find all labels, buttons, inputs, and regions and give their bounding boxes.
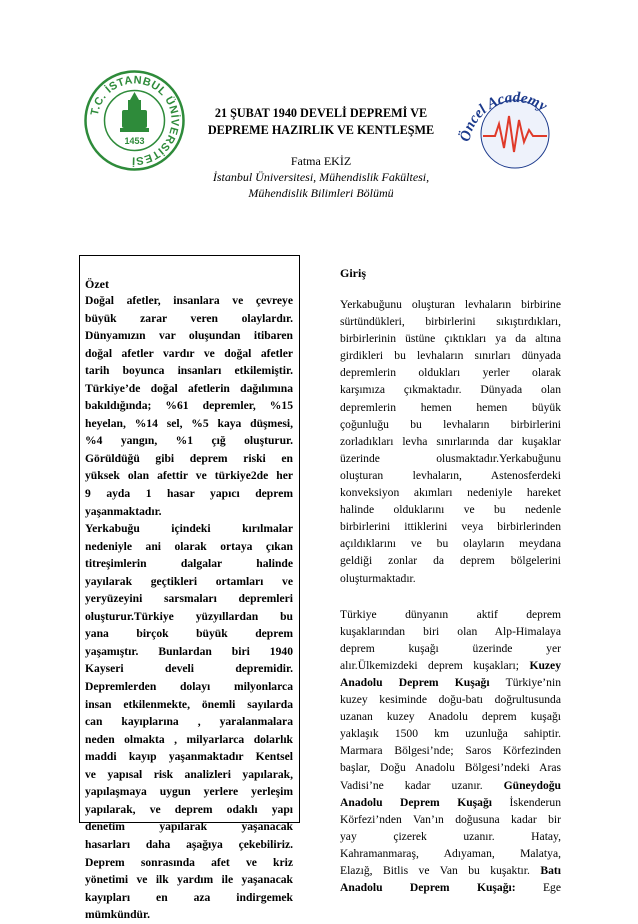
abstract-body [85, 292, 293, 924]
text-line: oluşturan levhaların, Astenosferdeki [340, 468, 561, 482]
text-line: Görüldüğü gibi deprem riski en [85, 451, 293, 465]
text-line: geldiği zonlar da deprem bölgelerini [340, 554, 561, 568]
text-line: tarih boyunca insanları etkilemiştir. [85, 364, 293, 378]
text-line: büyük zarar veren olaylardır. [85, 311, 293, 325]
text-line: Kayseri develi depremidir. [85, 662, 293, 676]
text-line: doğal afetler vardır ve doğal afetler [85, 346, 293, 360]
text-line: yana birçok büyük deprem [85, 627, 293, 641]
p2-line: Körfezi’nden Van’ın doğusuna kadar bir [340, 812, 561, 826]
p2-line: uzanan kuzey Anadolu deprem kuşağı [340, 710, 561, 724]
text-line: çoğunluğu bu levhaların birbirlerini [340, 417, 561, 431]
seal-ring-text: T.C. İSTANBUL ÜNİVERSİTESİ [88, 74, 181, 167]
text-line: Yerkabuğunu oluşturan levhaların birbirine [340, 298, 561, 311]
text-line: ve yapısal risk analizleri yapılarak, [85, 767, 293, 781]
text-line: neden olmakta , milyarlarca dolarlık [85, 732, 293, 746]
p2-line: Türkiye dünyanın aktif deprem [340, 607, 561, 621]
p2-line: Anadolu Deprem Kuşağı İskenderun [340, 795, 561, 809]
text-line: nedeniyle ani olarak ortaya çıkan [85, 539, 293, 553]
text-line: yaşanmaktadır. [85, 504, 162, 518]
p2-line: başlar, Doğu Anadolu Bölgesi’ndeki Aras [340, 761, 561, 775]
p2-line: Vadisi’ne kadar uzanır. Güneydoğu [340, 778, 561, 792]
p2-line: deprem kuşağı üzerinde yer [340, 641, 561, 655]
oncel-academy-logo [457, 76, 573, 176]
bati-anadolu-bold: Anadolu Deprem Kuşağı: [340, 881, 516, 895]
text-line: girdikleri bu levhaların sınırları dünyada [340, 349, 561, 363]
text-line: insan etkilenmekte, önemli sayılarda [85, 697, 293, 711]
kuzey-bold: Kuzey [529, 658, 561, 672]
text-line: yapılaşmaya uygun yerlere yerleşim [85, 785, 293, 799]
text-line: mümkündür. [85, 908, 150, 922]
text-line: depremlerin hemen hemen büyük [340, 400, 561, 414]
text-line: yeryüzeyini sarsmaları depremleri [85, 592, 293, 606]
text-line: Dünyamızın var oluşundan itibaren [85, 329, 293, 343]
text-line: %4 yangın, %1 çığ oluşturur. [85, 434, 293, 448]
p2-line: alır.Ülkemizdeki deprem kuşakları; Kuzey [340, 658, 561, 672]
text-line: Türkiye’de doğal afetlerin dağılımına [85, 381, 293, 395]
text-line: 9 ayda 1 hasar yapıcı deprem [85, 487, 293, 501]
text-line: birbirlerini ittiklerini veya birbirlerinden [340, 520, 561, 534]
affiliation-line-1: İstanbul Üniversitesi, Mühendislik Fakültesi, [212, 170, 430, 184]
introduction-heading: Giriş [340, 266, 366, 280]
introduction-paragraph-1 [340, 296, 561, 587]
text-line: oluşturmaktadır. [340, 571, 416, 585]
author-name: Fatma EKİZ [290, 154, 352, 168]
introduction-column [340, 265, 561, 896]
text-line: Doğal afetler, insanlara ve çevreye [85, 294, 293, 307]
text-line: oluşturur.Türkiye yüzyıllardan bu [85, 609, 293, 623]
text-line: yaşamıştır. Bunlardan biri 1940 [85, 644, 293, 658]
text-line: yapılarak, ve deprem odaklı yapı [85, 802, 293, 816]
text-line: denetim yapılarak yaşanacak [85, 820, 293, 834]
text-line: karşımıza çıkmaktadır. Dünyada olan [340, 383, 561, 397]
abstract-heading: Özet [85, 277, 109, 291]
text-line: Depremlerden dolayı milyonlarca [85, 680, 293, 694]
text-line: sürtündükleri, birbirlerini sıkıştırdıkları, [340, 315, 561, 329]
paper-header [196, 105, 446, 201]
seal-year: 1453 [124, 136, 145, 146]
text-line: kayıpları en aza indirgemek [85, 890, 293, 904]
text-line: yayılarak geçtikleri ortamları ve [85, 574, 293, 588]
p2-line: Marmara Bölgesi’nde; Saros Körfezinden [340, 744, 561, 758]
text-line: depremlerin oldukları yerler olarak [340, 366, 561, 380]
p2-line: kuşaklarından biri olan Alp-Himalaya [340, 624, 561, 638]
p2-line: kuzey kesiminde doğu-batı doğrultusunda [340, 693, 561, 707]
p2-line: Elazığ, Bitlis ve Van bu kuşaktır. Batı [340, 864, 561, 877]
p2-line: yaklaşık 1500 km uzunluğa sahiptir. [340, 727, 561, 741]
paper-title-line-2: DEPREME HAZIRLIK VE KENTLEŞME [207, 123, 435, 137]
istanbul-university-logo [84, 70, 185, 171]
text-line: bakıldığında; %61 depremler, %15 [85, 399, 293, 413]
text-line: üzerinde olusmaktadır.Yerkabuğunu [340, 451, 561, 465]
text-line: birbirlerinin üstüne çıktıkları ya da altına [340, 332, 561, 346]
text-line: yüksek olan afettir ve türkiye2de her [85, 469, 293, 483]
text-line: maddi kayıp yaşanmaktadır Kentsel [85, 750, 293, 764]
paper-title-line-1: 21 ŞUBAT 1940 DEVELİ DEPREMİ VE [214, 106, 428, 120]
text-line: yönetimi ve ilk yardım ile yaşanacak [85, 873, 293, 887]
text-line: zorladıkları levha sınırlarında dar kuşaklar [340, 434, 561, 448]
introduction-paragraph-2 [340, 606, 561, 897]
text-line: halinde olduklarını ve bu nedenle [340, 503, 561, 517]
text-line: titreşimlerin dalgalar halinde [85, 557, 293, 571]
abstract-box [79, 255, 300, 922]
p2-line: Anadolu Deprem Kuşağı: Ege [340, 881, 561, 895]
guneydogu-anadolu-bold: Anadolu Deprem Kuşağı [340, 795, 492, 809]
kuzey-anadolu-bold: Anadolu Deprem Kuşağı [340, 675, 490, 689]
text-line: hasarları daha aşağıya çekebiliriz. [85, 837, 293, 851]
text-line: konveksiyon akımları nedeniyle hareket [340, 486, 561, 500]
text-line: açıldıklarını ve bu olayların meydana [340, 537, 561, 551]
guneydogu-bold: Güneydoğu [503, 778, 561, 792]
affiliation-line-2: Mühendislik Bilimleri Bölümü [248, 186, 394, 200]
bati-bold: Batı [540, 864, 561, 877]
text-line: Deprem sonrasında afet ve kriz [85, 855, 293, 869]
p2-line: yay çizerek uzanır. Hatay, [340, 829, 561, 843]
text-line: Yerkabuğu içindeki kırılmalar [85, 522, 293, 536]
oncel-academy-text: Öncel Academy [457, 89, 550, 144]
p2-line: Kahramanmaraş, Adıyaman, Malatya, [340, 846, 561, 860]
p2-line: Anadolu Deprem Kuşağı Türkiye’nin [340, 675, 561, 689]
text-line: can kayıplarına , yaralanmalara [85, 715, 293, 729]
text-line: heyelan, %14 sel, %5 kaya düşmesi, [85, 416, 293, 430]
